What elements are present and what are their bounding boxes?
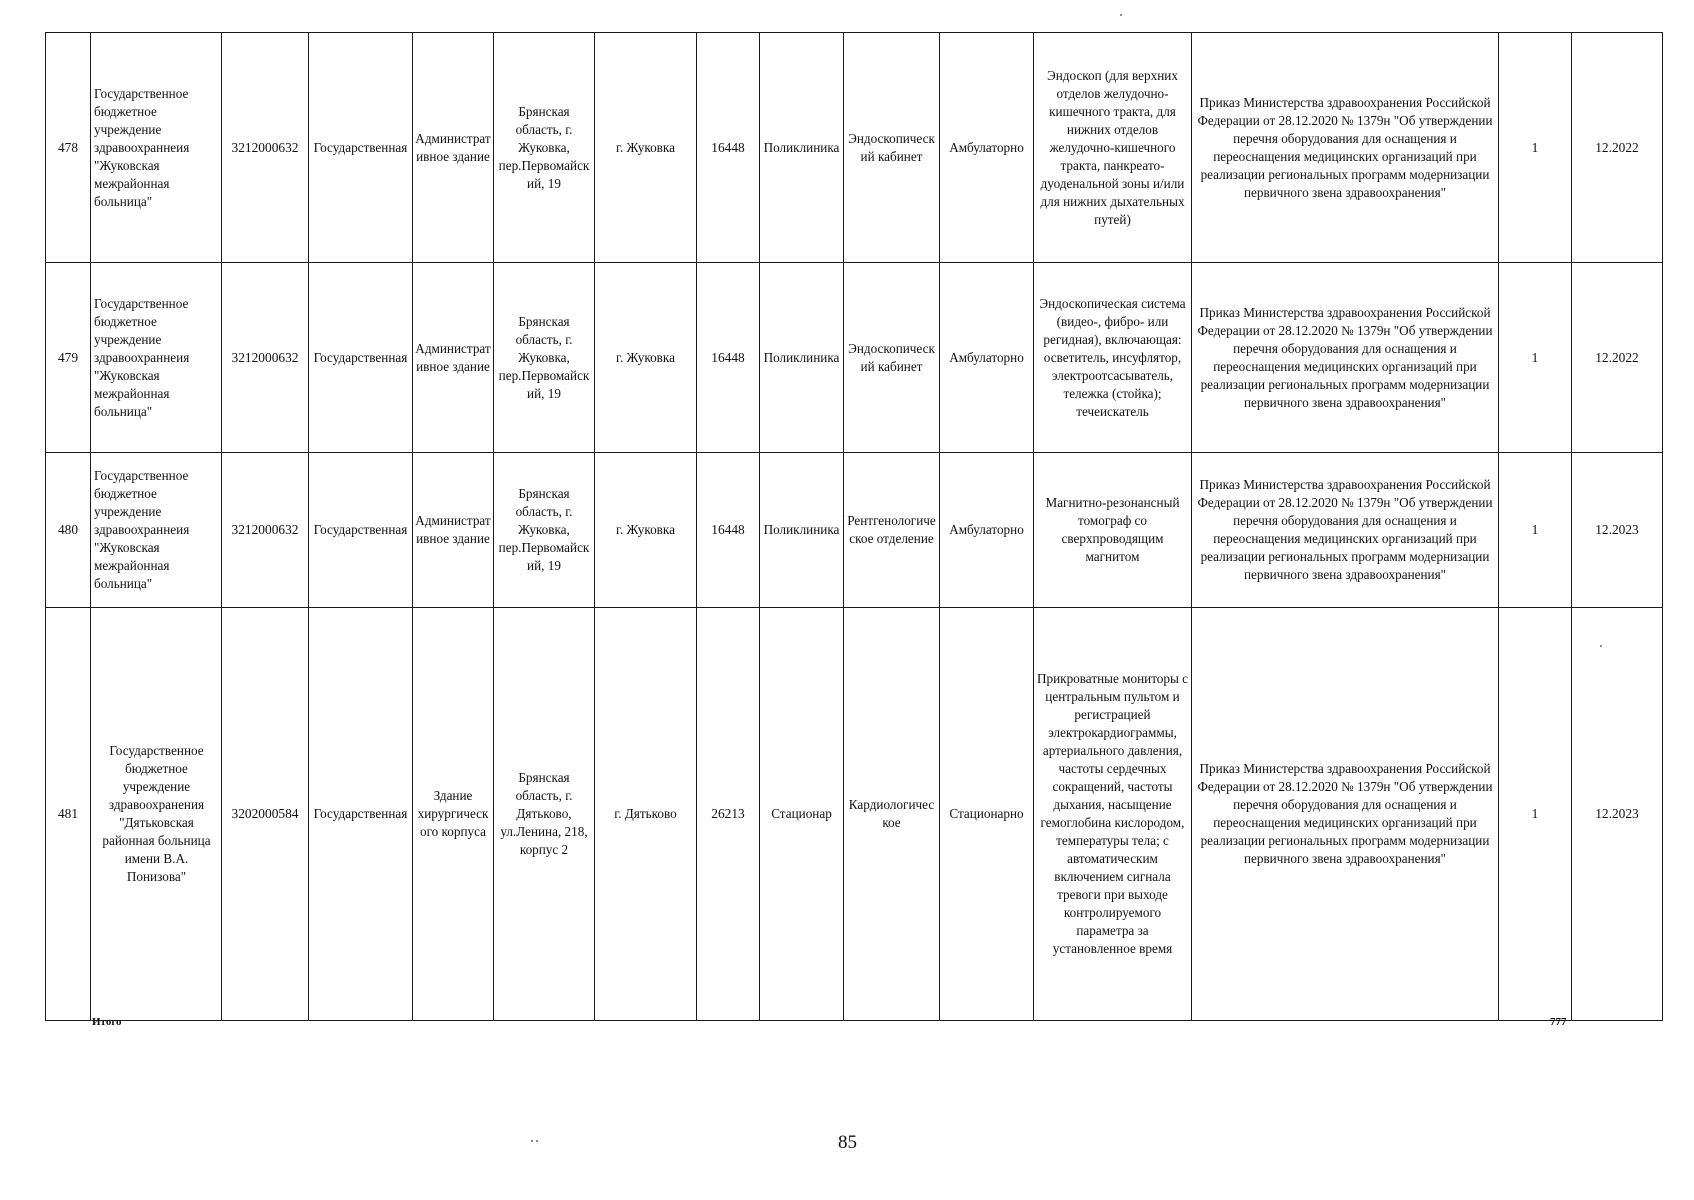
unit-type-cell: Поликлиника xyxy=(760,453,844,608)
building-cell: Административное здание xyxy=(413,263,494,453)
ownership-cell: Государственная xyxy=(309,263,413,453)
table-row xyxy=(46,608,1663,1021)
date-cell: 12.2023 xyxy=(1572,453,1663,608)
address-cell: Брянская область, г. Жуковка, пер.Первомайский, 19 xyxy=(494,453,595,608)
table-row xyxy=(46,453,1663,608)
scan-speck xyxy=(1120,14,1122,16)
scan-speck xyxy=(1600,645,1602,647)
settlement-cell: г. Жуковка xyxy=(595,33,697,263)
page-number: 85 xyxy=(838,1132,857,1153)
organization-cell: Государственное бюджетное учреждение здравоохраннеия "Жуковская межрайонная больница" xyxy=(91,263,222,453)
row-number-cell: 478 xyxy=(46,33,91,263)
ownership-cell: Государственная xyxy=(309,453,413,608)
quantity-cell: 1 xyxy=(1499,263,1572,453)
inn-cell: 3212000632 xyxy=(222,453,309,608)
organization-cell: Государственное бюджетное учреждение здравоохраннеия "Жуковская межрайонная больница" xyxy=(91,33,222,263)
settlement-cell: г. Жуковка xyxy=(595,263,697,453)
address-cell: Брянская область, г. Жуковка, пер.Первомайский, 19 xyxy=(494,33,595,263)
equipment-cell: Эндоскоп (для верхних отделов желудочно-кишечного тракта, для нижних отделов желудочно-кишечного тракта, панкреато-дуоденальной зоны и/или для нижних дыхательных путей) xyxy=(1034,33,1192,263)
quantity-cell: 1 xyxy=(1499,33,1572,263)
equipment-register-table xyxy=(45,32,1663,1021)
total-label: Итого xyxy=(92,1016,122,1028)
date-cell: 12.2022 xyxy=(1572,263,1663,453)
legal-basis-cell: Приказ Министерства здравоохранения Российской Федерации от 28.12.2020 № 1379н "Об утверждении перечня оборудования для оснащения и переоснащения медицинских организаций при реализации региональных программ модернизации первичного звена здравоохранения" xyxy=(1192,263,1499,453)
row-number-cell: 479 xyxy=(46,263,91,453)
inn-cell: 3212000632 xyxy=(222,33,309,263)
inn-cell: 3202000584 xyxy=(222,608,309,1021)
equipment-cell: Эндоскопическая система (видео-, фибро- или регидная), включающая: осветитель, инсуфлятор, электроотсасыватель, тележка (стойка); течеискатель xyxy=(1034,263,1192,453)
date-cell: 12.2022 xyxy=(1572,33,1663,263)
row-number-cell: 480 xyxy=(46,453,91,608)
ownership-cell: Государственная xyxy=(309,608,413,1021)
scan-speck xyxy=(531,1140,533,1142)
legal-basis-cell: Приказ Министерства здравоохранения Российской Федерации от 28.12.2020 № 1379н "Об утверждении перечня оборудования для оснащения и переоснащения медицинских организаций при реализации региональных программ модернизации первичного звена здравоохранения" xyxy=(1192,608,1499,1021)
building-cell: Административное здание xyxy=(413,453,494,608)
table-row xyxy=(46,263,1663,453)
organization-cell: Государственное бюджетное учреждение здравоохраннеия "Жуковская межрайонная больница" xyxy=(91,453,222,608)
legal-basis-cell: Приказ Министерства здравоохранения Российской Федерации от 28.12.2020 № 1379н "Об утверждении перечня оборудования для оснащения и переоснащения медицинских организаций при реализации региональных программ модернизации первичного звена здравоохранения" xyxy=(1192,453,1499,608)
department-cell: Рентгенологическое отделение xyxy=(844,453,940,608)
scan-speck xyxy=(536,1140,538,1142)
oktmo-cell: 16448 xyxy=(697,453,760,608)
equipment-cell: Прикроватные мониторы с центральным пультом и регистрацией электрокардиограммы, артериального давления, частоты сердечных сокращений, частоты дыхания, насыщение гемоглобина кислородом, температуры тела; с автоматическим включением сигнала тревоги при выходе контролируемого параметра за установленное время xyxy=(1034,608,1192,1021)
oktmo-cell: 16448 xyxy=(697,33,760,263)
organization-cell: Государственное бюджетное учреждение здравоохранения "Дятьковская районная больница имени В.А. Понизова" xyxy=(91,608,222,1021)
table-row xyxy=(46,33,1663,263)
department-cell: Кардиологическое xyxy=(844,608,940,1021)
department-cell: Эндоскопический кабинет xyxy=(844,33,940,263)
department-cell: Эндоскопический кабинет xyxy=(844,263,940,453)
care-form-cell: Амбулаторно xyxy=(940,33,1034,263)
unit-type-cell: Поликлиника xyxy=(760,263,844,453)
oktmo-cell: 26213 xyxy=(697,608,760,1021)
oktmo-cell: 16448 xyxy=(697,263,760,453)
building-cell: Здание хирургического корпуса xyxy=(413,608,494,1021)
care-form-cell: Стационарно xyxy=(940,608,1034,1021)
building-cell: Административное здание xyxy=(413,33,494,263)
date-cell: 12.2023 xyxy=(1572,608,1663,1021)
unit-type-cell: Поликлиника xyxy=(760,33,844,263)
ownership-cell: Государственная xyxy=(309,33,413,263)
legal-basis-cell: Приказ Министерства здравоохранения Российской Федерации от 28.12.2020 № 1379н "Об утверждении перечня оборудования для оснащения и переоснащения медицинских организаций при реализации региональных программ модернизации первичного звена здравоохранения" xyxy=(1192,33,1499,263)
row-number-cell: 481 xyxy=(46,608,91,1021)
unit-type-cell: Стационар xyxy=(760,608,844,1021)
care-form-cell: Амбулаторно xyxy=(940,263,1034,453)
settlement-cell: г. Жуковка xyxy=(595,453,697,608)
quantity-cell: 1 xyxy=(1499,453,1572,608)
equipment-cell: Магнитно-резонансный томограф со сверхпроводящим магнитом xyxy=(1034,453,1192,608)
address-cell: Брянская область, г. Дятьково, ул.Ленина, 218, корпус 2 xyxy=(494,608,595,1021)
inn-cell: 3212000632 xyxy=(222,263,309,453)
care-form-cell: Амбулаторно xyxy=(940,453,1034,608)
total-value: 777 xyxy=(1550,1016,1567,1028)
address-cell: Брянская область, г. Жуковка, пер.Первомайский, 19 xyxy=(494,263,595,453)
settlement-cell: г. Дятьково xyxy=(595,608,697,1021)
quantity-cell: 1 xyxy=(1499,608,1572,1021)
